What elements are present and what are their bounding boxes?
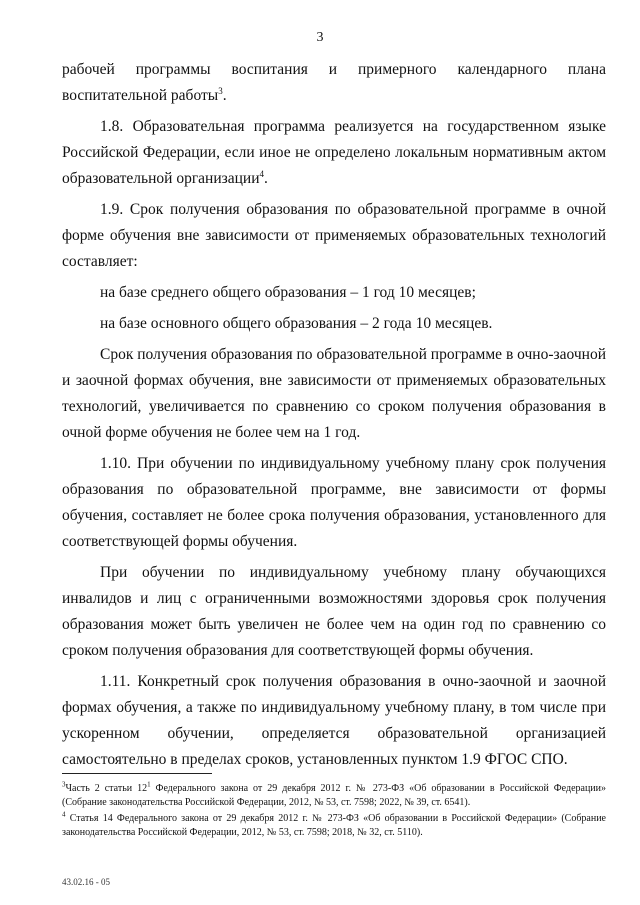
paragraph-text: 1.8. Образовательная программа реализуется на государственном языке Российской Федерации, если иное не определено локальным нормативным актом образовательной организации (62, 118, 606, 187)
footnote-text: Часть 2 статьи 12 (65, 783, 148, 794)
footnote-mark: 4 (62, 810, 66, 819)
footnote-text: Статья 14 Федерального закона от 29 декабря 2012 г. № 273-ФЗ «Об образовании в Российской Федерации» (Собрание законодательства Российской Федерации, 2012, № 53, ст. 7598; 2018, № 32, ст. 5110). (62, 813, 606, 838)
list-item-secondary-general: на базе среднего общего образования – 1 год 10 месяцев; (100, 284, 476, 301)
paragraph-tail: . (264, 170, 268, 187)
footnote-3 (62, 782, 606, 809)
paragraph-disabled-students: При обучении по индивидуальному учебному плану обучающихся инвалидов и лиц с ограниченными возможностями здоровья срок получения образования может быть увеличен не более чем на один год по сравнению со сроком получения образования для соответствующей формы обучения. (62, 564, 606, 659)
document-code: 43.02.16 - 05 (62, 877, 110, 887)
main-text (62, 57, 606, 778)
footnote-mark: 3 (62, 780, 66, 789)
footnotes (62, 782, 606, 842)
footnote-ref: 4 (259, 168, 265, 179)
footnote-ref: 3 (218, 85, 223, 96)
paragraph-tail: . (222, 87, 227, 104)
paragraph-text: рабочей программы воспитания и примерного календарного плана воспитательной работы (62, 61, 606, 104)
footnote-4 (62, 812, 606, 839)
article-superscript: 1 (147, 780, 151, 789)
paragraph-1-10: 1.10. При обучении по индивидуальному учебному плану срок получения образования по образовательной программе, вне зависимости от формы обучения, составляет не более срока получения образования, установленного для соответствующей формы обучения. (62, 455, 606, 550)
paragraph-part-time-term: Срок получения образования по образовательной программе в очно-заочной и заочной формах обучения, вне зависимости от применяемых образовательных технологий, увеличивается по сравнению со сроком получения образования в очной форме обучения не более чем на 1 год. (62, 346, 606, 441)
footnote-separator (62, 773, 212, 774)
page-number: 3 (316, 30, 324, 45)
paragraph-1-11: 1.11. Конкретный срок получения образования в очно-заочной и заочной формах обучения, а также по индивидуальному учебному плану, в том числе при ускоренном обучении, определяется образовательной организацией самостоятельно в пределах сроков, установленных пунктом 1.9 ФГОС СПО. (62, 673, 606, 768)
footnote-text-rest: Федерального закона от 29 декабря 2012 г. № 273-ФЗ «Об образовании в Российской Федерации» (Собрание законодательства Российской Федерации, 2012, № 53, ст. 7598; 2022, № 39, ст. 6541). (62, 783, 606, 808)
list-item-basic-general: на базе основного общего образования – 2 года 10 месяцев. (100, 315, 493, 332)
paragraph-intro-continuation (62, 57, 606, 109)
paragraph-1-9: 1.9. Срок получения образования по образовательной программе в очной форме обучения вне зависимости от применяемых образовательных технологий составляет: (62, 201, 606, 270)
paragraph-1-8 (62, 114, 606, 192)
